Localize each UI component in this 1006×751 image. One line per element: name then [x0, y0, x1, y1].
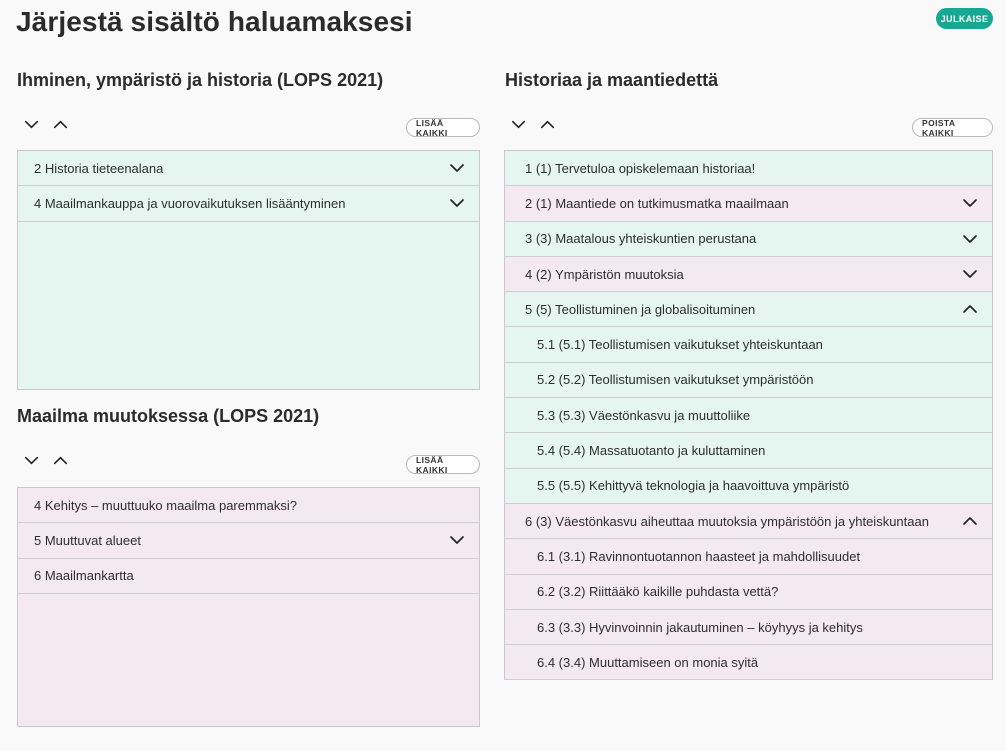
page-title: Järjestä sisältö haluamaksesi [16, 6, 413, 37]
list-item-label: 1 (1) Tervetuloa opiskelemaan historiaa! [525, 160, 756, 176]
right-list [504, 150, 993, 680]
publish-button[interactable]: JULKAISE [936, 8, 993, 29]
chevron-up-icon[interactable] [960, 511, 980, 531]
list-item[interactable] [18, 559, 479, 594]
section-title-historiaa: Historiaa ja maantiedettä [505, 70, 719, 90]
section-title-maailma: Maailma muutoksessa (LOPS 2021) [17, 406, 320, 426]
list-item[interactable] [505, 645, 992, 680]
add-all-button[interactable]: LISÄÄ KAIKKI [406, 118, 480, 137]
section-title-ihminen: Ihminen, ympäristö ja historia (LOPS 2021) [17, 70, 384, 90]
list-item[interactable] [505, 151, 992, 186]
collapse-all-icon[interactable] [51, 451, 70, 470]
section2-list [17, 487, 480, 727]
list-item[interactable] [18, 488, 479, 523]
expand-all-icon[interactable] [22, 115, 41, 134]
list-item[interactable] [505, 504, 992, 539]
list-item-label: 4 (2) Ympäristön muutoksia [525, 266, 684, 282]
chevron-down-icon[interactable] [960, 229, 980, 249]
list-item[interactable] [505, 610, 992, 645]
list-item-label: 6 Maailmankartta [34, 568, 134, 584]
list-item[interactable] [505, 222, 992, 257]
list-item-label: 4 Maailmankauppa ja vuorovaikutuksen lisääntyminen [34, 195, 346, 211]
list-item[interactable] [18, 186, 479, 221]
list-item-label: 5.4 (5.4) Massatuotanto ja kuluttaminen [537, 443, 766, 459]
list-item-label: 6.2 (3.2) Riittääkö kaikille puhdasta vettä? [537, 584, 779, 600]
expand-all-icon[interactable] [509, 115, 528, 134]
collapse-all-icon[interactable] [538, 115, 557, 134]
chevron-down-icon[interactable] [447, 530, 467, 550]
list-item-label: 5.5 (5.5) Kehittyvä teknologia ja haavoittuva ympäristö [537, 478, 850, 494]
list-item-label: 5 (5) Teollistuminen ja globalisoituminen [525, 301, 756, 317]
list-item[interactable] [505, 257, 992, 292]
list-item-label: 6.3 (3.3) Hyvinvoinnin jakautuminen – köyhyys ja kehitys [537, 619, 863, 635]
section1-list [17, 150, 480, 390]
list-item-label: 3 (3) Maatalous yhteiskuntien perustana [525, 231, 757, 247]
chevron-down-icon[interactable] [447, 193, 467, 213]
add-all-button[interactable]: LISÄÄ KAIKKI [406, 455, 480, 474]
list-item[interactable] [505, 186, 992, 221]
list-item-label: 5.1 (5.1) Teollistumisen vaikutukset yhteiskuntaan [537, 337, 823, 353]
list-item[interactable] [505, 539, 992, 574]
list-item-label: 4 Kehitys – muuttuuko maailma paremmaksi? [34, 497, 298, 513]
list-item[interactable] [505, 327, 992, 362]
chevron-down-icon[interactable] [960, 193, 980, 213]
expand-all-icon[interactable] [22, 451, 41, 470]
list-item-label: 5 Muuttuvat alueet [34, 532, 141, 548]
list-item[interactable] [505, 398, 992, 433]
list-item-label: 6.4 (3.4) Muuttamiseen on monia syitä [537, 654, 759, 670]
list-item-label: 2 (1) Maantiede on tutkimusmatka maailmaan [525, 195, 789, 211]
list-item[interactable] [505, 433, 992, 468]
list-item[interactable] [18, 151, 479, 186]
list-item[interactable] [18, 523, 479, 558]
list-item-label: 2 Historia tieteenalana [34, 160, 164, 176]
right-controls [509, 115, 557, 134]
list-item-label: 5.2 (5.2) Teollistumisen vaikutukset ympäristöön [537, 372, 814, 388]
list-item-label: 5.3 (5.3) Väestönkasvu ja muuttoliike [537, 407, 751, 423]
list-item-label: 6 (3) Väestönkasvu aiheuttaa muutoksia ympäristöön ja yhteiskuntaan [525, 513, 929, 529]
remove-all-button[interactable]: POISTA KAIKKI [912, 118, 993, 137]
section2-controls [22, 451, 70, 470]
list-item[interactable] [505, 469, 992, 504]
list-item[interactable] [505, 363, 992, 398]
chevron-down-icon[interactable] [447, 158, 467, 178]
section1-controls [22, 115, 70, 134]
chevron-down-icon[interactable] [960, 264, 980, 284]
list-item[interactable] [505, 575, 992, 610]
chevron-up-icon[interactable] [960, 299, 980, 319]
collapse-all-icon[interactable] [51, 115, 70, 134]
list-item[interactable] [505, 292, 992, 327]
list-item-label: 6.1 (3.1) Ravinnontuotannon haasteet ja mahdollisuudet [537, 548, 861, 564]
